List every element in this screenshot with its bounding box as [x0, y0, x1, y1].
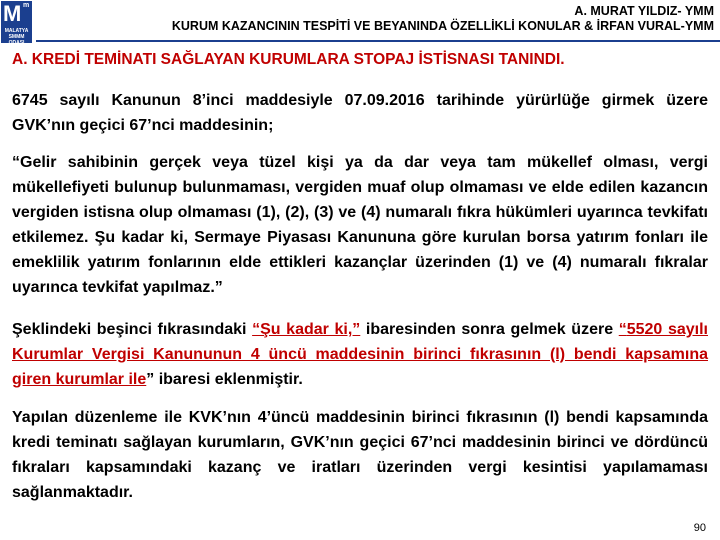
paragraph-intro: 6745 sayılı Kanunun 8’inci maddesiyle 07.09.2016 tarihinde yürürlüğe girmek üzere GVK’nın geçici 67’nci maddesinin;	[12, 92, 708, 134]
amendment-text: Şeklindeki beşinci fıkrasındaki	[12, 321, 253, 338]
paragraph-amendment	[12, 317, 708, 392]
quoted-phrase: “Şu kadar ki,”	[252, 321, 361, 338]
logo	[1, 1, 32, 46]
paragraph-conclusion: Yapılan düzenleme ile KVK’nın 4’üncü maddesinin birinci fıkrasının (l) bendi kapsamında kredi teminatı sağlayan kurumların, GVK’nın geçici 67’nci maddesinin birinci ve dördüncü fıkraları kapsamındaki kazanç ve iratları üzerinden vergi kesintisi yapılamaması sağlanmaktadır.	[12, 409, 708, 501]
amendment-text-end: ” ibaresi eklenmiştir.	[146, 371, 303, 388]
amendment-text: ibaresinden sonra gelmek üzere	[360, 321, 619, 338]
header-subtitle: KURUM KAZANCININ TESPİTİ VE BEYANINDA ÖZELLİKLİ KONULAR & İRFAN VURAL-YMM	[171, 19, 714, 33]
logo-caption: MALATYA SMMM ODASI	[4, 28, 29, 46]
logo-superscript: m	[23, 2, 30, 9]
section-title: A. KREDİ TEMİNATI SAĞLAYAN KURUMLARA STOPAJ İSTİSNASI TANINDI.	[12, 51, 565, 68]
page-number: 90	[693, 522, 706, 534]
paragraph-quote: “Gelir sahibinin gerçek veya tüzel kişi ya da dar veya tam mükellef olması, vergi mükellefiyeti bulunup bulunmaması, vergiden muaf olup olmaması ve elde edilen kazancın vergiden istisna olup olmaması (1), (2), (3) ve (4) numaralı fıkra hükümleri uyarınca tevkifatı etkilemez. Şu kadar ki, Sermaye Piyasası Kanununa göre kurulan borsa yatırım fonları ile emeklilik yatırım fonlarının elde ettikleri kazançlar üzerinden (1) ve (4) numaralı fıkralar uyarınca tevkifat yapılmaz.”	[12, 154, 708, 296]
logo-letter: M	[3, 1, 21, 26]
inserted-phrase: 5520 sayılı Kurumlar Vergisi Kanununun 4 üncü maddesinin birinci fıkrasının (l) bendi kapsamına giren kurumlar ile	[12, 321, 708, 388]
open-quote: “	[618, 321, 627, 338]
header-author: A. MURAT YILDIZ- YMM	[574, 4, 714, 18]
header-divider	[36, 40, 720, 42]
page-header	[172, 4, 714, 34]
